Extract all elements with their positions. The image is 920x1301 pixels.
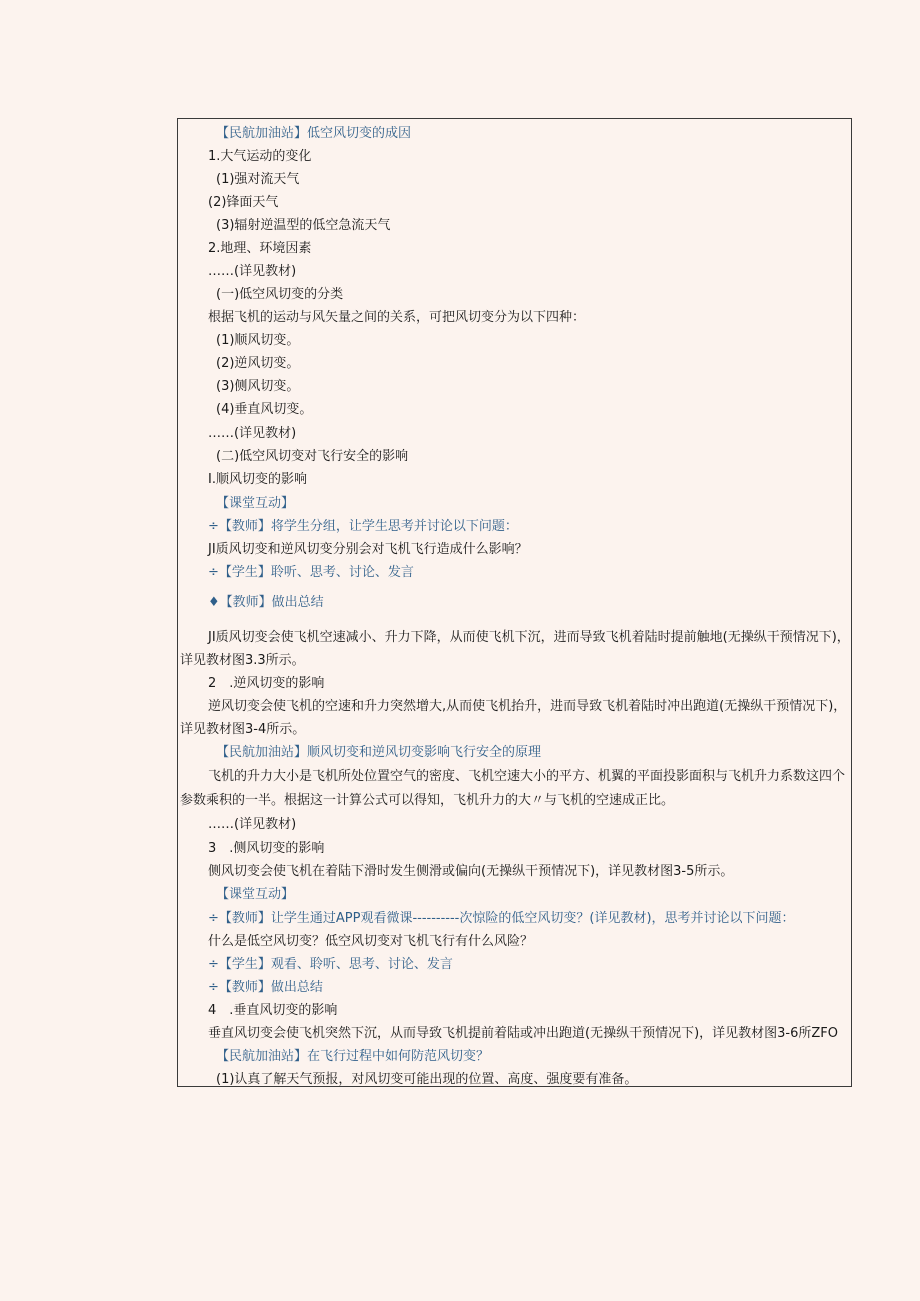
see-textbook-note: ……(详见教材) <box>208 817 297 832</box>
list-item: (1)强对流天气 <box>216 172 300 187</box>
heading-principle: 【民航加油站】顺风切变和逆风切变影响飞行安全的原理 <box>216 745 542 760</box>
paragraph: JI质风切变会使飞机空速减小、升力下降，从而使飞机下沉，进而导致飞机着陆时提前触地(无操纵干预情况下)， <box>208 630 850 645</box>
paragraph: 逆风切变会使飞机的空速和升力突然增大,从而使飞机抬升，进而导致飞机着陆时冲出跑道(无操纵干预情况下)， <box>208 699 847 714</box>
list-item: 2.地理、环境因素 <box>208 241 312 256</box>
paragraph: 详见教材图3-4所示。 <box>180 722 306 737</box>
paragraph: 垂直风切变会使飞机突然下沉，从而导致飞机提前着陆或冲出跑道(无操纵干预情况下)，详见教材图3-6所ZFO <box>208 1026 838 1041</box>
heading-prevention: 【民航加油站】在飞行过程中如何防范风切变？ <box>216 1049 490 1064</box>
list-item: (2)逆风切变。 <box>216 356 300 371</box>
subsection-heading: 2 .逆风切变的影响 <box>208 676 325 691</box>
discussion-question: 什么是低空风切变？低空风切变对飞机飞行有什么风险？ <box>208 934 534 949</box>
see-textbook-note: ……(详见教材) <box>208 426 297 441</box>
paragraph: 飞机的升力大小是飞机所处位置空气的密度、飞机空速大小的平方、机翼的平面投影面积与飞机升力系数这四个 <box>208 769 846 784</box>
paragraph: 参数乘积的一半。根据这一计算公式可以得知，飞机升力的大〃与飞机的空速成正比。 <box>180 793 675 808</box>
list-item: (1)顺风切变。 <box>216 333 300 348</box>
list-item: (4)垂直风切变。 <box>216 402 313 417</box>
paragraph: 侧风切变会使飞机在着陆下滑时发生侧滑或偏向(无操纵干预情况下)，详见教材图3-5所示。 <box>208 864 734 879</box>
student-activity: ÷【学生】观看、聆听、思考、讨论、发言 <box>208 957 453 972</box>
subsection-heading: 3 .侧风切变的影响 <box>208 841 325 856</box>
teacher-summary: ÷【教师】做出总结 <box>208 980 323 995</box>
classroom-interaction-heading: 【课堂互动】 <box>216 887 295 902</box>
teacher-summary: ♦【教师】做出总结 <box>208 595 324 610</box>
subsection-heading: I.顺风切变的影响 <box>208 472 307 487</box>
list-item: 1.大气运动的变化 <box>208 149 312 164</box>
classroom-interaction-heading: 【课堂互动】 <box>216 496 295 511</box>
section-heading: (二)低空风切变对飞行安全的影响 <box>216 449 409 464</box>
teacher-instruction: ÷【教师】让学生通过APP观看微课----------次惊险的低空风切变？(详见教材)，思考并讨论以下问题： <box>208 911 795 926</box>
list-item: (3)辐射逆温型的低空急流天气 <box>216 218 391 233</box>
list-item: (1)认真了解天气预报，对风切变可能出现的位置、高度、强度要有准备。 <box>216 1072 638 1087</box>
teacher-instruction: ÷【教师】将学生分组，让学生思考并讨论以下问题： <box>208 519 518 534</box>
student-activity: ÷【学生】聆听、思考、讨论、发言 <box>208 565 414 580</box>
section-heading: (一)低空风切变的分类 <box>216 287 344 302</box>
see-textbook-note: ……(详见教材) <box>208 264 297 279</box>
heading-causes: 【民航加油站】低空风切变的成因 <box>216 126 412 141</box>
paragraph: 详见教材图3.3所示。 <box>180 653 305 668</box>
list-item: (2)锋面天气 <box>208 195 279 210</box>
discussion-question: JI质风切变和逆风切变分别会对飞机飞行造成什么影响？ <box>208 542 528 557</box>
list-item: (3)侧风切变。 <box>216 379 300 394</box>
subsection-heading: 4 .垂直风切变的影响 <box>208 1003 338 1018</box>
paragraph: 根据飞机的运动与风矢量之间的关系，可把风切变分为以下四种： <box>208 310 586 325</box>
